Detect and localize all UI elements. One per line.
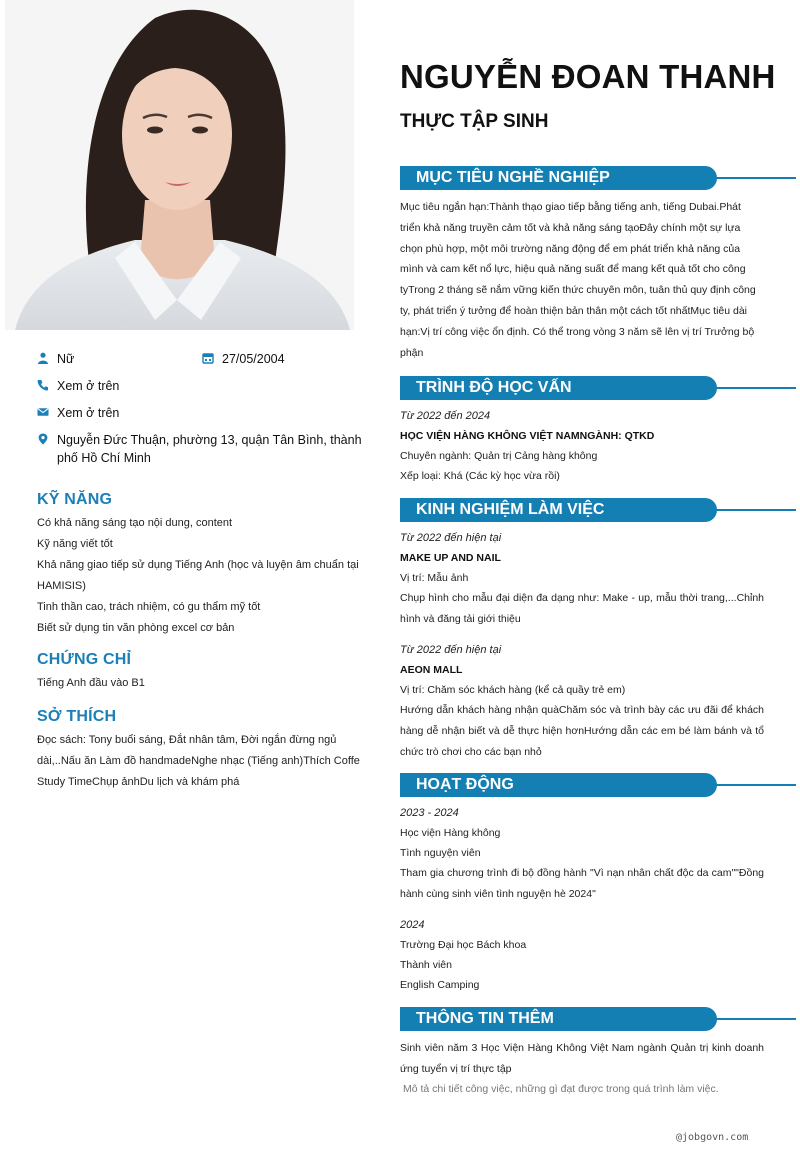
contact-info [37,350,367,476]
education-grade: Xếp loại: Khá (Các kỳ học vừa rồi) [400,470,560,482]
extra-note: Mô tả chi tiết công việc, những gì đạt được trong quá trình làm việc. [403,1083,719,1095]
skill-item: Tinh thần cao, trách nhiệm, có gu thẩm mỹ tốt [37,601,261,613]
activity-description: English Camping [400,979,480,991]
extra-title: THÔNG TIN THÊM [416,1010,554,1027]
skills-section [37,491,367,639]
certificates-section [37,651,367,694]
candidate-role: THỰC TẬP SINH [400,111,549,132]
activity-item [400,915,764,995]
job-position: Vị trí: Mẫu ảnh [400,572,469,584]
job-period: Từ 2022 đến hiện tại [400,532,502,544]
skill-item: Kỹ năng viết tốt [37,538,113,550]
calendar-icon [202,352,214,364]
objective-header [400,166,800,190]
contact-row-email [37,404,367,422]
profile-photo [5,0,354,330]
certificates-title: CHỨNG CHỈ [37,651,132,668]
activities-title: HOẠT ĐỘNG [416,776,514,793]
skill-item: Biết sử dụng tin văn phòng excel cơ bản [37,622,235,634]
address-text: Nguyễn Đức Thuận, phường 13, quận Tân Bình, thành phố Hồ Chí Minh [57,433,362,465]
activity-period: 2023 - 2024 [400,807,459,819]
footer-credit: @jobgovn.com [676,1132,749,1143]
certificate-item: Tiếng Anh đầu vào B1 [37,677,145,689]
skills-title: KỸ NĂNG [37,491,113,508]
activity-role: Tình nguyện viên [400,847,481,859]
job-company: AEON MALL [400,664,463,676]
activities-header [400,773,800,797]
candidate-name: NGUYỄN ĐOAN THANH [400,58,776,95]
experience-title: KINH NGHIỆM LÀM VIỆC [416,501,605,518]
education-major: Chuyên ngành: Quản trị Cảng hàng không [400,450,598,462]
objective-title: MỤC TIÊU NGHỀ NGHIỆP [416,169,610,186]
activity-item [400,803,764,905]
job-description: Hướng dẫn khách hàng nhận quàChăm sóc và trình bày các ưu đãi để khách hàng dễ nhận biết và dễ thực hiện hơnHướng dẫn các em bé làm bánh và tổ chức trò chơi cho các bạn nhỏ [400,704,764,758]
person-icon [37,352,49,364]
activity-org: Học viện Hàng không [400,827,501,839]
education-period: Từ 2022 đến 2024 [400,410,491,422]
phone-icon [37,379,49,391]
experience-job [400,640,764,762]
job-position: Vị trí: Chăm sóc khách hàng (kể cả quầy trẻ em) [400,684,626,696]
contact-row-gender-birthdate [37,350,367,368]
birthdate-text: 27/05/2004 [222,352,285,366]
extra-text: Sinh viên năm 3 Học Viện Hàng Không Việt Nam ngành Quản trị kinh doanh ứng tuyển vị trí thực tập [400,1042,764,1075]
hobbies-text: Đọc sách: Tony buổi sáng, Đắt nhân tâm, Đời ngắn đừng ngủ dài,..Nấu ăn Làm đồ handmadeNghe nhạc (Tiếng anh)Thích Coffe Study TimeChụp ảnhDu lịch và khám phá [37,734,360,788]
activity-org: Trường Đại học Bách khoa [400,939,527,951]
experience-header [400,498,800,522]
skill-item: Có khả năng sáng tạo nội dung, content [37,517,233,529]
contact-row-address [37,431,367,467]
education-block [400,406,764,486]
job-period: Từ 2022 đến hiện tại [400,644,502,656]
skill-item: Khả năng giao tiếp sử dụng Tiếng Anh (học và luyện âm chuẩn tại HAMISIS) [37,559,359,592]
job-description: Chụp hình cho mẫu đại diện đa dạng như: Make - up, mẫu thời trang,...Chỉnh hình và đăng tải giới thiệu [400,592,764,625]
education-school: HỌC VIỆN HÀNG KHÔNG VIỆT NAMNGÀNH: QTKD [400,430,655,442]
education-title: TRÌNH ĐỘ HỌC VẤN [416,379,572,396]
mail-icon [37,406,49,418]
job-company: MAKE UP AND NAIL [400,552,501,564]
gender-text: Nữ [57,352,75,366]
hobbies-title: SỞ THÍCH [37,708,117,725]
experience-job [400,528,764,630]
activity-role: Thành viên [400,959,452,971]
contact-row-phone [37,377,367,395]
left-column [0,0,370,1153]
activity-period: 2024 [400,919,425,931]
location-icon [37,433,49,445]
activity-description: Tham gia chương trình đi bộ đồng hành "Vì nạn nhân chất độc da cam""Đồng hành cùng sinh viên tình nguyện hè 2024" [400,867,764,900]
phone-text: Xem ở trên [57,379,120,393]
email-text: Xem ở trên [57,406,120,420]
hobbies-section [37,708,367,793]
objective-text: Mục tiêu ngắn hạn:Thành thạo giao tiếp bằng tiếng anh, tiếng Dubai.Phát triển khả năng truyền cảm tốt và khả năng sáng tạoĐây chính một sự lựa chọn phù hợp, một môi trường năng động để em phát triển khả năng của mình và cam kết nổ lực, hiệu quả năng suất để mang kết quả tốt cho công tyTrong 2 tháng sẽ nắm vững kiến thức chuyên môn, tuân thủ quy định công ty, phát triển ý tưởng để hoàn thiện bản thân một cách tốt nhấtMục tiêu dài hạn:Vị trí công việc ổn định. Có thể trong vòng 3 năm sẽ lên vị trí Trưởng bộ phận [400,201,756,359]
education-header [400,376,800,400]
extra-header [400,1007,800,1031]
